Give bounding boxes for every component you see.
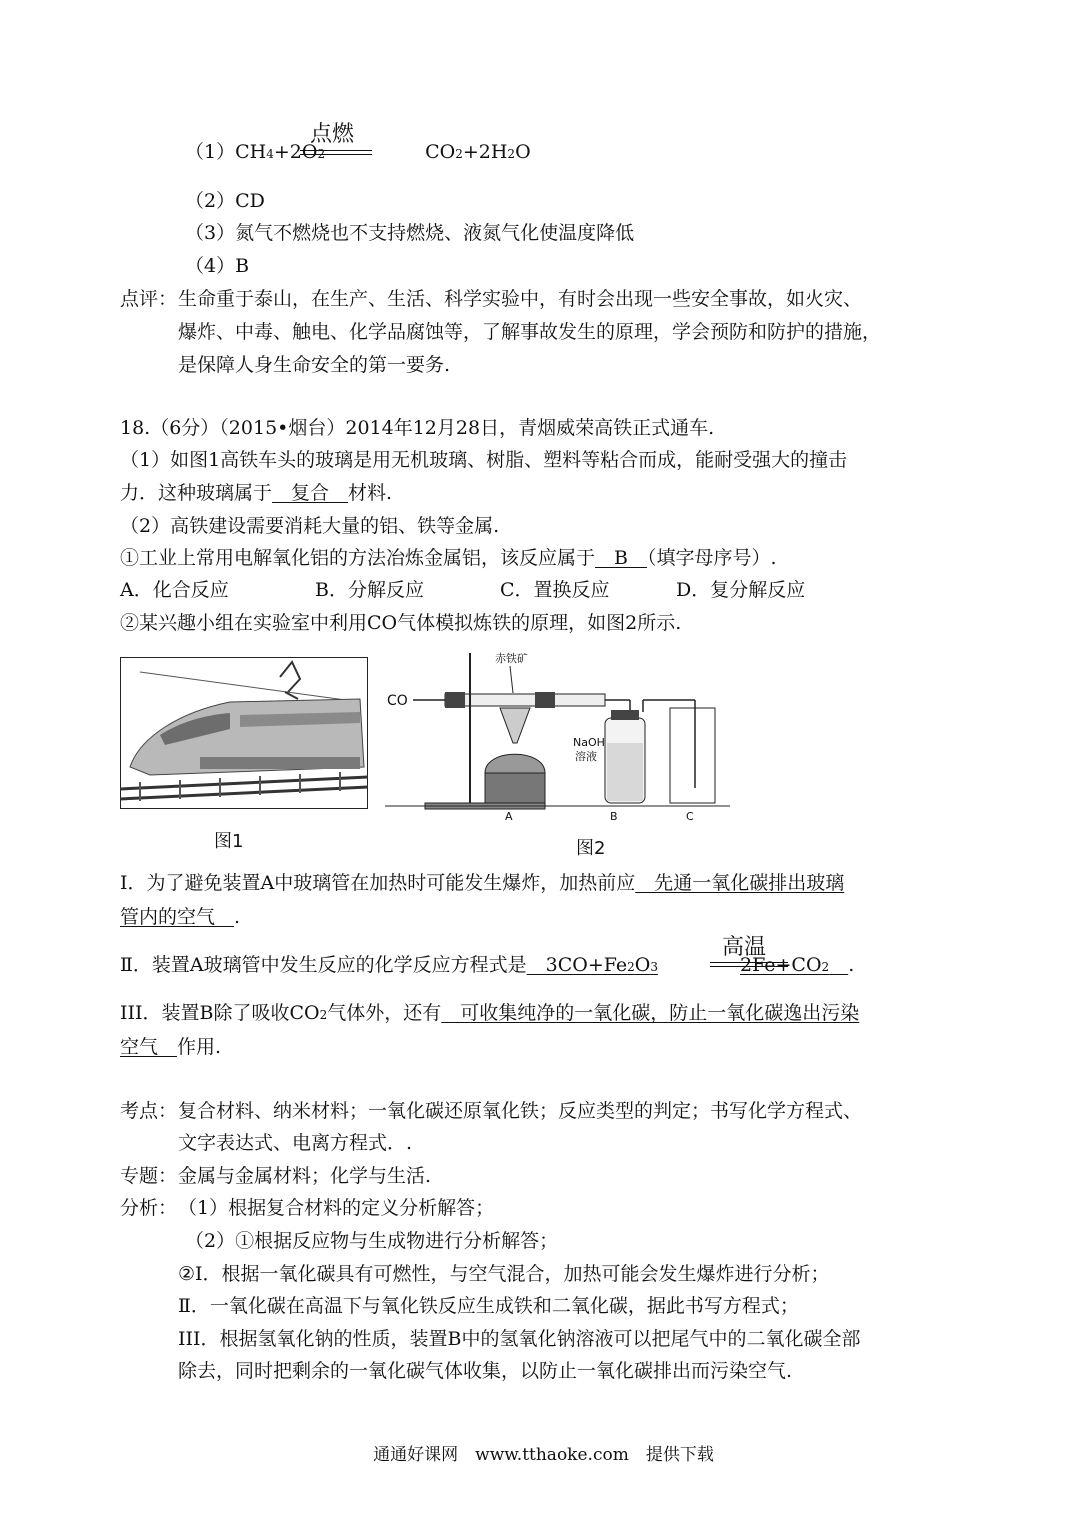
label-a: A bbox=[505, 810, 513, 823]
answer-1-equation: （1）CH4+2O2 CO2+2H2O bbox=[185, 141, 531, 163]
page-footer: 通通好课网 www.tthaoke.com 提供下载 bbox=[373, 1445, 714, 1465]
question-18-step-i-line2: 管内的空气 . bbox=[120, 906, 241, 928]
question-18-part1-line2: 力．这种玻璃属于 复合 材料. bbox=[120, 482, 393, 504]
fenxi-line-6: 除去，同时把剩余的一氧化碳气体收集，以防止一氧化碳排出而污染空气. bbox=[178, 1360, 793, 1382]
label-c: C bbox=[686, 810, 694, 823]
answer-b: B bbox=[595, 547, 647, 569]
reaction-condition-high-temp: 高温 bbox=[722, 935, 767, 960]
answer-i-part1: 先通一氧化碳排出玻璃 bbox=[635, 872, 845, 894]
question-18-step-i-line1: Ⅰ．为了避免装置A中玻璃管在加热时可能发生爆炸，加热前应 先通一氧化碳排出玻璃 bbox=[120, 872, 845, 894]
equation-bar-2 bbox=[710, 962, 788, 967]
fenxi-line-5: III．根据氢氧化钠的性质，装置B中的氢氧化钠溶液可以把尾气中的二氧化碳全部 bbox=[178, 1328, 861, 1350]
kaodian-label: 考点： bbox=[120, 1100, 178, 1122]
kaodian-line-1: 复合材料、纳米材料；一氧化碳还原氧化铁；反应类型的判定；书写化学方程式、 bbox=[178, 1100, 863, 1122]
answer-composite: 复合 bbox=[272, 482, 349, 504]
question-18-step-iii-line1: III．装置B除了吸收CO2气体外，还有 可收集纯净的一氧化碳，防止一氧化碳逸出污染 bbox=[120, 1002, 860, 1024]
comment-line-1: 生命重于泰山，在生产、生活、科学实验中，有时会出现一些安全事故，如火灾、 bbox=[178, 288, 863, 310]
kaodian-line-2: 文字表达式、电离方程式．. bbox=[178, 1132, 413, 1154]
fenxi-line-2: （2）①根据反应物与生成物进行分析解答； bbox=[185, 1230, 559, 1252]
option-d: D．复分解反应 bbox=[676, 579, 806, 601]
comment-label: 点评： bbox=[120, 288, 178, 310]
fenxi-line-1: （1）根据复合材料的定义分析解答； bbox=[178, 1197, 495, 1219]
option-c: C．置换反应 bbox=[500, 579, 610, 601]
reaction-condition-ignite: 点燃 bbox=[310, 122, 355, 147]
figure-1-caption: 图1 bbox=[214, 831, 244, 852]
question-18-header: 18.（6分）（2015•烟台）2014年12月28日，青烟威荣高铁正式通车. bbox=[120, 417, 715, 439]
figure-2-caption: 图2 bbox=[576, 838, 606, 859]
answer-4: （4）B bbox=[185, 255, 250, 277]
figure-1-train-image bbox=[120, 657, 368, 809]
label-naoh: NaOH bbox=[573, 736, 605, 749]
question-18-part1-line1: （1）如图1高铁车头的玻璃是用无机玻璃、树脂、塑料等粘合而成，能耐受强大的撞击 bbox=[120, 449, 848, 471]
fenxi-line-3: ②Ⅰ．根据一氧化碳具有可燃性，与空气混合，加热可能会发生爆炸进行分析； bbox=[178, 1263, 830, 1285]
fenxi-label: 分析： bbox=[120, 1197, 178, 1219]
answer-2: （2）CD bbox=[185, 190, 265, 212]
label-b: B bbox=[610, 810, 618, 823]
option-a: A．化合反应 bbox=[120, 579, 229, 601]
question-18-part2a: ①工业上常用电解氧化铝的方法冶炼金属铝，该反应属于 B （填字母序号）. bbox=[120, 547, 777, 569]
question-18-step-ii: Ⅱ．装置A玻璃管中发生反应的化学反应方程式是 3CO+Fe2O3 2Fe+CO2 . bbox=[120, 954, 855, 976]
option-b: B．分解反应 bbox=[315, 579, 424, 601]
comment-line-3: 是保障人身生命安全的第一要务. bbox=[178, 354, 451, 376]
zhuanti-text: 金属与金属材料；化学与生活. bbox=[178, 1165, 432, 1187]
question-18-step-iii-line2: 空气 作用. bbox=[120, 1036, 222, 1058]
question-18-part2: （2）高铁建设需要消耗大量的铝、铁等金属. bbox=[120, 515, 500, 537]
answer-iii-part1: 可收集纯净的一氧化碳，防止一氧化碳逸出污染 bbox=[441, 1002, 860, 1024]
comment-line-2: 爆炸、中毒、触电、化学品腐蚀等，了解事故发生的原理，学会预防和防护的措施， bbox=[178, 321, 882, 343]
label-hematite: 赤铁矿 bbox=[495, 652, 528, 665]
answer-3: （3）氮气不燃烧也不支持燃烧、液氮气化使温度降低 bbox=[185, 222, 635, 244]
answer-i-part2: 管内的空气 bbox=[120, 906, 235, 928]
question-18-part2b: ②某兴趣小组在实验室中利用CO气体模拟炼铁的原理，如图2所示. bbox=[120, 612, 682, 634]
label-co: CO bbox=[387, 693, 408, 709]
equation-bar bbox=[300, 150, 372, 155]
answer-iii-part2: 空气 bbox=[120, 1036, 178, 1058]
figure-2-apparatus-diagram bbox=[385, 648, 730, 823]
fenxi-line-4: Ⅱ．一氧化碳在高温下与氧化铁反应生成铁和二氧化碳，据此书写方程式； bbox=[178, 1295, 799, 1317]
zhuanti-label: 专题： bbox=[120, 1165, 178, 1187]
label-solution: 溶液 bbox=[575, 750, 597, 763]
